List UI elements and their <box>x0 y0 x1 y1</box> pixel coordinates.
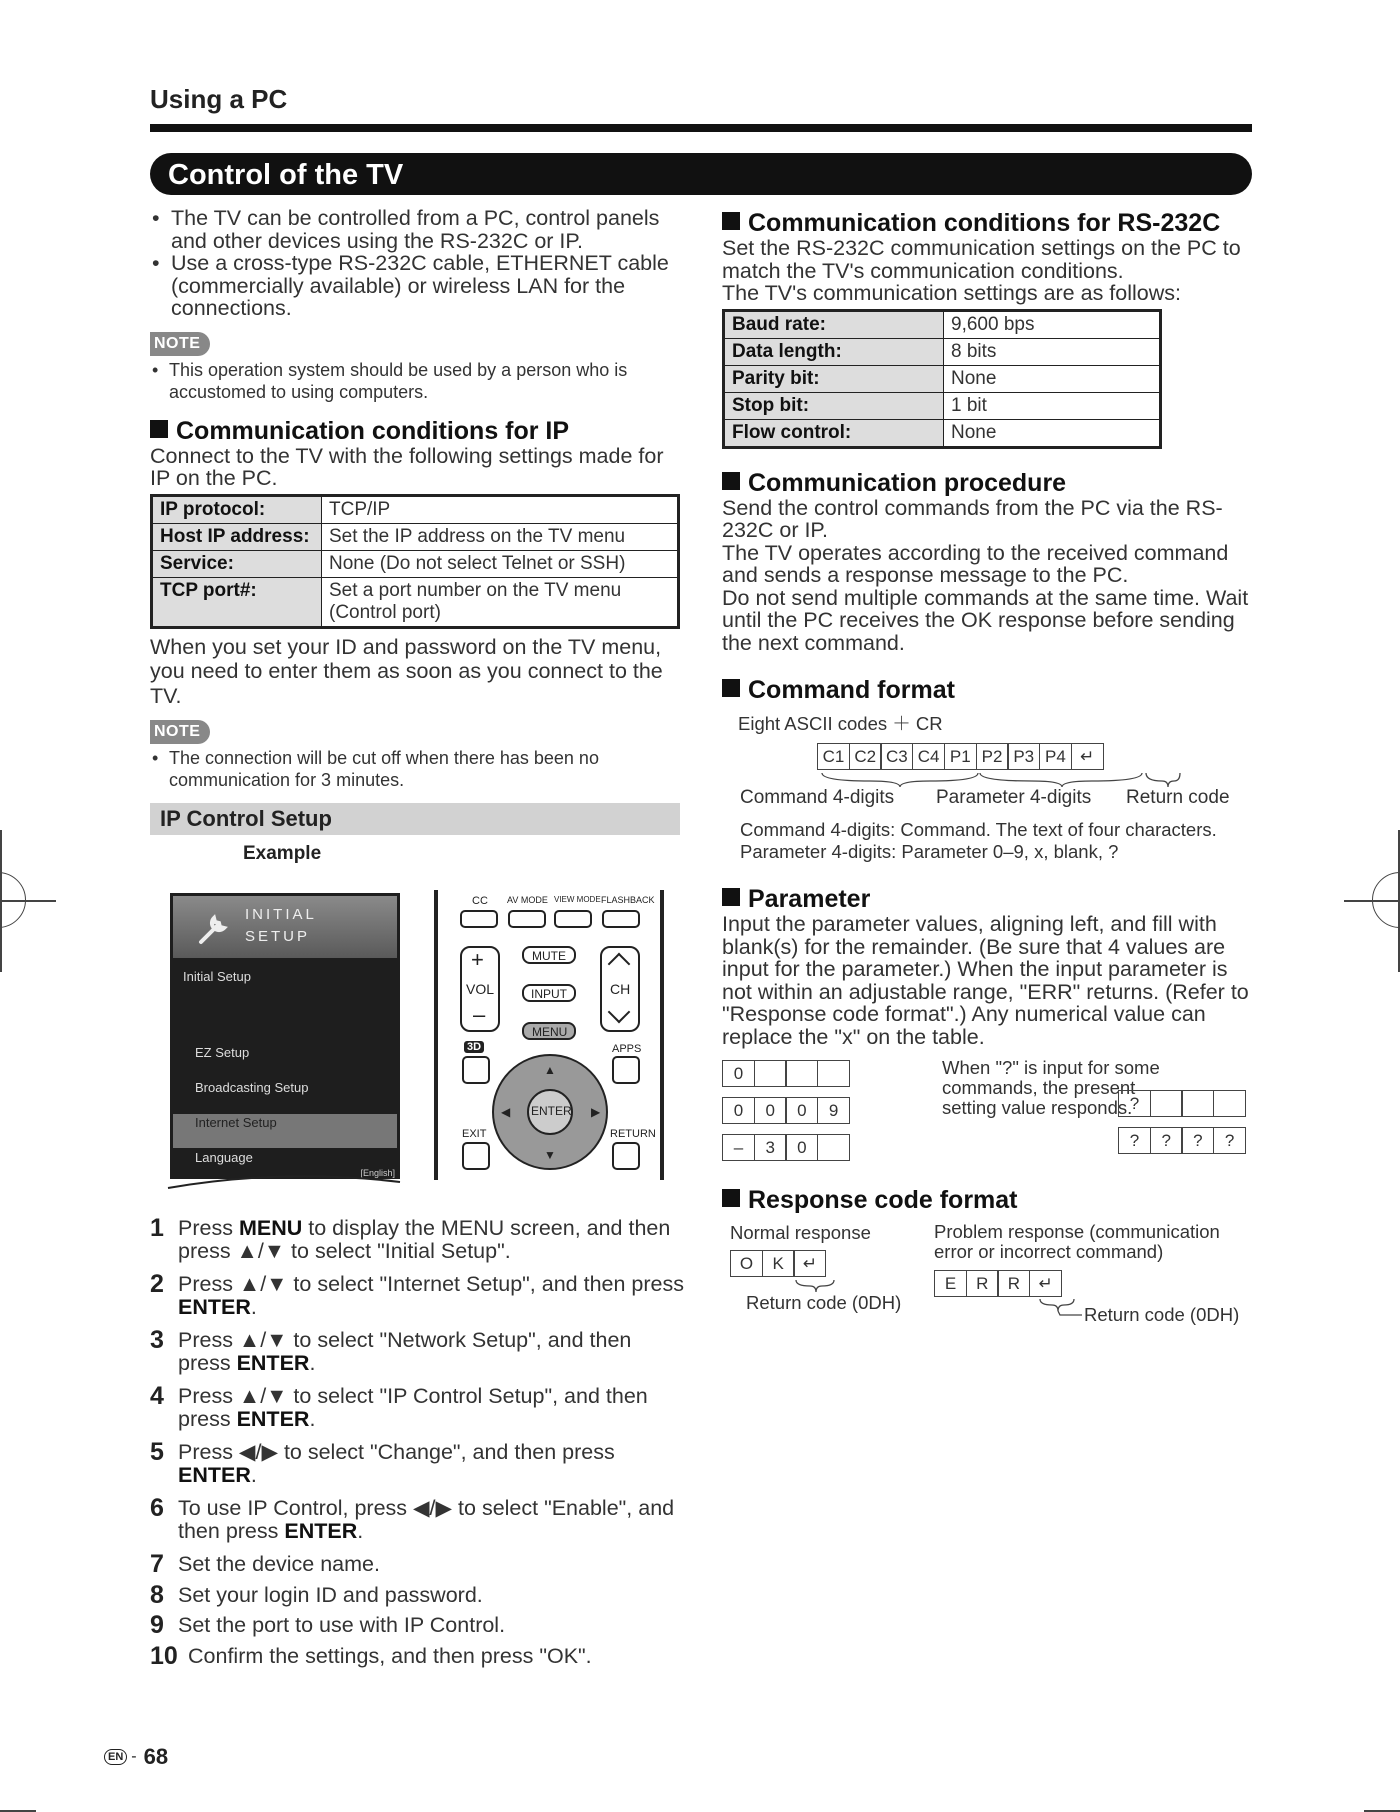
parameter-text: Input the parameter values, aligning left, and fill with blank(s) for the remainder. (Be sure that 4 values are input for the parameter.) When the input parameter is not within an adjustable range, "ERR" returns. (Refer to "Response code format".) Any numerical value can replace the "x" on the table. <box>722 912 1249 1049</box>
note-badge: NOTE <box>150 720 210 744</box>
step-number: 4 <box>150 1382 164 1410</box>
command-cell: P1 <box>944 743 977 770</box>
av-mode-button[interactable] <box>508 910 546 928</box>
response-cell: R <box>997 1270 1030 1297</box>
parameter-cell <box>754 1060 787 1087</box>
step-item <box>150 1550 685 1578</box>
table-row: Baud rate: 9,600 bps <box>724 310 1161 338</box>
parameter-heading: Parameter <box>722 885 1257 913</box>
exit-label: EXIT <box>462 1128 487 1140</box>
footer-dash: - <box>131 1748 137 1765</box>
parameter-cell <box>817 1060 850 1087</box>
step-text: Press MENU to display the MENU screen, and then press ▲/▼ to select "Initial Setup". <box>178 1216 671 1263</box>
view-mode-button[interactable] <box>554 910 592 928</box>
parameter-digits-label: Parameter 4-digits <box>936 787 1092 808</box>
title-bar <box>150 153 1252 195</box>
example-label: Example <box>243 843 322 864</box>
menu-curl <box>164 1174 404 1194</box>
response-cell: K <box>762 1250 795 1277</box>
menu-item[interactable]: Language <box>195 1150 253 1165</box>
crop-mark <box>1364 1810 1400 1812</box>
vol-label: VOL <box>466 981 495 997</box>
av-mode-label: AV MODE <box>507 895 548 905</box>
step-item <box>150 1580 685 1609</box>
note-block <box>150 720 680 791</box>
remote-edge-right <box>660 890 664 1180</box>
menu-item-value: [English] <box>360 1168 395 1178</box>
return-label: RETURN <box>610 1128 656 1140</box>
wrench-icon <box>197 910 233 946</box>
step-item <box>150 1382 685 1431</box>
command-cell: C2 <box>849 743 882 770</box>
parameter-cell: – <box>722 1134 755 1161</box>
page-number: 68 <box>143 1744 169 1769</box>
step-item <box>150 1494 685 1543</box>
rs232c-text2: The TV's communication settings are as follows: <box>722 281 1181 305</box>
question-example-row <box>1118 1127 1246 1154</box>
return-button[interactable] <box>612 1142 640 1170</box>
menu-item-selected[interactable] <box>173 1114 397 1148</box>
parameter-cell: 0 <box>785 1134 818 1161</box>
problem-return-label: Return code (0DH) <box>1084 1304 1240 1325</box>
parameter-cell: ? <box>1118 1090 1151 1117</box>
step-text: Set the port to use with IP Control. <box>178 1613 506 1637</box>
menu-header <box>173 896 397 958</box>
table-row: IP protocol: TCP/IP <box>152 495 679 523</box>
registration-mark <box>1372 872 1400 928</box>
rs232c-table <box>722 309 1162 449</box>
note-text: • This operation system should be used by a person who is accustomed to using computers. <box>150 359 680 403</box>
parameter-cell <box>1150 1090 1183 1117</box>
parameter-cell: 9 <box>817 1097 850 1124</box>
command-format-diagram <box>722 743 1257 808</box>
step-number: 3 <box>150 1326 164 1354</box>
flashback-label: FLASHBACK <box>601 895 655 905</box>
arrow-up-icon: ▲ <box>544 1063 556 1077</box>
arrow-left-icon: ◀ <box>501 1105 511 1119</box>
table-row: Service: None (Do not select Telnet or SSH) <box>152 550 679 577</box>
response-cell: ↵ <box>793 1250 826 1277</box>
section-label: Using a PC <box>150 84 288 114</box>
table-row: Stop bit: 1 bit <box>724 392 1161 419</box>
step-number: 5 <box>150 1438 164 1466</box>
command-cell: P3 <box>1007 743 1040 770</box>
step-number: 2 <box>150 1270 164 1298</box>
step-text: Press ▲/▼ to select "IP Control Setup", and then press ENTER. <box>178 1384 648 1431</box>
command-format-heading: Command format <box>722 676 1257 704</box>
minus-icon: – <box>473 1002 486 1027</box>
command-cell: P2 <box>976 743 1009 770</box>
response-heading: Response code format <box>722 1186 1257 1214</box>
menu-item[interactable]: EZ Setup <box>195 1045 250 1060</box>
parameter-cell <box>785 1060 818 1087</box>
question-note: When "?" is input for some commands, the present setting value responds. <box>942 1057 1160 1118</box>
chevron-up-icon <box>608 953 631 976</box>
rs232c-heading: Communication conditions for RS-232C <box>722 209 1257 237</box>
parameter-examples <box>722 1057 1257 1166</box>
step-text: Set your login ID and password. <box>178 1582 483 1607</box>
return-code-label: Return code <box>1126 787 1230 808</box>
step-item <box>150 1214 685 1263</box>
procedure-text: Send the control commands from the PC via the RS-232C or IP. <box>722 495 1223 542</box>
ip-conditions-heading: Communication conditions for IP <box>150 417 680 445</box>
table-row: TCP port#: Set a port number on the TV menu (Control port) <box>152 577 679 627</box>
ip-conditions-text: Connect to the TV with the following settings made for IP on the PC. <box>150 443 664 490</box>
step-number: 6 <box>150 1494 164 1522</box>
remote-edge-left <box>434 890 438 1180</box>
step-item <box>150 1270 685 1319</box>
parameter-cell <box>817 1134 850 1161</box>
exit-button[interactable] <box>462 1142 490 1170</box>
step-number: 8 <box>150 1580 164 1609</box>
chevron-down-icon <box>608 1001 631 1024</box>
parameter-cell: 0 <box>754 1097 787 1124</box>
crop-mark <box>0 1810 36 1812</box>
step-text: Press ◀/▶ to select "Change", and then press ENTER. <box>178 1440 615 1487</box>
menu-item[interactable]: Initial Setup <box>183 969 251 984</box>
menu-title-line2: SETUP <box>245 928 311 945</box>
eight-ascii-label: Eight ASCII codes ＋ CR <box>738 713 943 734</box>
parameter-cell: ? <box>1150 1127 1183 1154</box>
step-item <box>150 1641 685 1670</box>
parameter-cell: 0 <box>722 1060 755 1087</box>
mute-button[interactable]: MUTE <box>522 946 576 964</box>
note-block <box>150 332 680 403</box>
3d-button[interactable] <box>462 1056 490 1084</box>
page-title: Control of the TV <box>168 159 404 191</box>
table-row: Flow control: None <box>724 419 1161 447</box>
step-item <box>150 1611 685 1639</box>
cc-label: CC <box>472 895 488 907</box>
parameter-cell: ? <box>1213 1127 1246 1154</box>
arrow-right-icon: ▶ <box>591 1105 601 1119</box>
note-text: • The connection will be cut off when there has been no communication for 3 minutes. <box>150 747 680 791</box>
intro-bullet: • The TV can be controlled from a PC, control panels and other devices using the RS-232C or IP. <box>150 207 680 252</box>
left-column <box>150 207 680 865</box>
language-badge: EN <box>104 1749 127 1765</box>
step-number: 7 <box>150 1550 164 1578</box>
parameter-cell: 0 <box>785 1097 818 1124</box>
parameter-desc: Parameter 4-digits: Parameter 0–9, x, blank, ? <box>740 841 1119 862</box>
table-row: Parity bit: None <box>724 365 1161 392</box>
question-example-row <box>1118 1090 1246 1117</box>
channel-rocker[interactable] <box>600 946 640 1032</box>
parameter-cell <box>1181 1090 1214 1117</box>
ip-control-setup-bar: IP Control Setup <box>150 803 680 835</box>
menu-title-line1: INITIAL <box>245 906 317 923</box>
procedure-text: Do not send multiple commands at the same time. Wait until the PC receives the OK response before sending the next command. <box>722 585 1249 655</box>
section-rule <box>150 124 1252 132</box>
step-text: Press ▲/▼ to select "Internet Setup", and then press ENTER. <box>178 1272 684 1319</box>
3d-label: 3D <box>464 1041 484 1053</box>
note-badge: NOTE <box>150 332 210 356</box>
ip-settings-table <box>150 494 680 629</box>
parameter-cell: ? <box>1181 1127 1214 1154</box>
parameter-cell: 3 <box>754 1134 787 1161</box>
response-cell: O <box>730 1250 763 1277</box>
parameter-cell: ? <box>1118 1127 1151 1154</box>
step-text: To use IP Control, press ◀/▶ to select "Enable", and then press ENTER. <box>178 1496 675 1543</box>
procedure-text: The TV operates according to the received command and sends a response message to the PC. <box>722 540 1229 587</box>
intro-bullet: • Use a cross-type RS-232C cable, ETHERNET cable (commercially available) or wireless LAN for the connections. <box>150 252 680 320</box>
arrow-down-icon: ▼ <box>544 1148 556 1162</box>
command-desc: Command 4-digits: Command. The text of four characters. <box>740 819 1217 840</box>
response-cell: E <box>934 1270 967 1297</box>
cc-button[interactable] <box>460 910 498 928</box>
step-number: 9 <box>150 1611 164 1639</box>
procedure-heading: Communication procedure <box>722 469 1257 497</box>
command-digits-label: Command 4-digits <box>740 787 895 808</box>
table-row: Data length: 8 bits <box>724 338 1161 365</box>
menu-button[interactable]: MENU <box>522 1022 576 1040</box>
view-mode-label: VIEW MODE <box>554 895 601 904</box>
step-item <box>150 1326 685 1375</box>
normal-response-label: Normal response <box>730 1222 871 1243</box>
response-diagram <box>722 1220 1257 1325</box>
parameter-cell: 0 <box>722 1097 755 1124</box>
remote-control <box>432 890 668 1180</box>
step-number: 10 <box>150 1641 178 1670</box>
problem-response-label: Problem response (communication error or incorrect command) <box>934 1221 1220 1262</box>
steps-list <box>150 1214 685 1675</box>
ch-label: CH <box>610 981 631 997</box>
command-cell: P4 <box>1039 743 1072 770</box>
step-text: Set the device name. <box>178 1552 380 1576</box>
enter-button[interactable]: ENTER <box>527 1089 573 1135</box>
parameter-example-row <box>722 1134 850 1161</box>
response-cell: ↵ <box>1029 1270 1062 1297</box>
table-row: Host IP address: Set the IP address on the TV menu <box>152 523 679 550</box>
step-number: 1 <box>150 1214 164 1242</box>
response-cell: R <box>966 1270 999 1297</box>
step-text: Press ▲/▼ to select "Network Setup", and then press ENTER. <box>178 1328 632 1375</box>
registration-mark <box>0 872 26 928</box>
command-cell: ↵ <box>1071 743 1104 770</box>
footer <box>104 1744 168 1770</box>
command-cell: C3 <box>880 743 913 770</box>
right-column <box>722 207 1257 1325</box>
parameter-cell <box>1213 1090 1246 1117</box>
plus-icon: + <box>471 947 484 972</box>
menu-item-label: Internet Setup <box>195 1115 277 1130</box>
flashback-button[interactable] <box>602 910 640 928</box>
apps-button[interactable] <box>612 1056 640 1084</box>
volume-rocker[interactable] <box>460 946 500 1032</box>
normal-return-label: Return code (0DH) <box>746 1292 902 1313</box>
apps-label: APPS <box>612 1043 642 1055</box>
input-button[interactable]: INPUT <box>522 984 576 1002</box>
parameter-example-row <box>722 1060 850 1087</box>
initial-setup-menu <box>170 893 400 1179</box>
rs232c-text: Set the RS-232C communication settings on the PC to match the TV's communication conditions. <box>722 236 1241 283</box>
command-cell: C1 <box>817 743 850 770</box>
step-text: Confirm the settings, and then press "OK". <box>188 1643 592 1668</box>
command-cell: C4 <box>912 743 945 770</box>
dpad[interactable] <box>492 1054 608 1170</box>
ip-password-note: When you set your ID and password on the TV menu, you need to enter them as soon as you connect to the TV. <box>150 634 663 708</box>
step-item <box>150 1438 685 1487</box>
parameter-example-row <box>722 1097 850 1124</box>
menu-item[interactable]: Broadcasting Setup <box>195 1080 309 1095</box>
